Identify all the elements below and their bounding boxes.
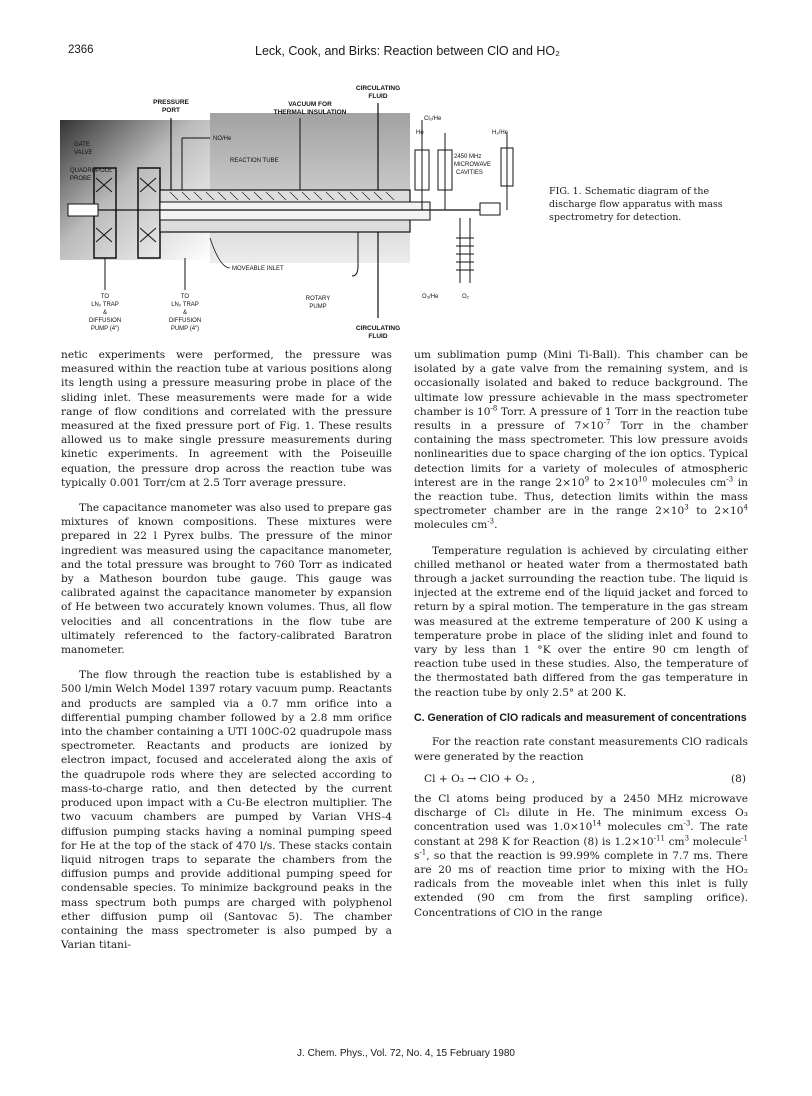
label-gate2: VALVE (74, 150, 93, 156)
apparatus-diagram (60, 78, 540, 348)
label-circ-bottom2: FLUID (368, 333, 388, 340)
label-to-1: TO (100, 294, 110, 300)
label-cl2-he: Cl₂/He (424, 116, 442, 122)
paragraph: Temperature regulation is achieved by circulating either chilled methanol or heated water from a thermostated bath through a jacket surrounding the reaction tube. The liquid is injected at the extreme end of the liquid jacket and forced to return by a spiral motion. The temperature in the gas stream was measured at the extreme temperature of 200 K using a temperature probe in place of the sliding inlet and found to vary by less than 1 °K over the entire 90 cm length of reaction tube used in these studies. Also, the temperature of the thermostated bath differed from the gas temperature in the reaction tube by only 2.5° at 200 K. (414, 544, 748, 699)
label-microwave2: MICROWAVE (454, 162, 491, 168)
label-circ-bottom: CIRCULATING (355, 325, 401, 332)
page-number: 2366 (68, 44, 94, 56)
label-quadrupole2: PROBE (70, 176, 92, 182)
paragraph: the Cl atoms being produced by a 2450 MHz microwave discharge of Cl₂ dilute in He. The minimum excess O₃ concentration used was $1.0\times 10^{14}$ molecules $cm^{-3}$. The rate constant at 298 K for Reaction (8) is $1.2\times 10^{-11}$ $cm^3$ molecule$^{-1}$ $s^{-1}$, so that the reaction is 99.99% complete in 7.7 ms. There are 20 ms of reaction time prior to mixing with the HO₂ radicals from the moveable inlet when this inlet is fully extended (90 cm from the first sampling orifice). Concentrations of ClO in the range (414, 792, 748, 919)
label-reaction-tube: REACTION TUBE (230, 158, 279, 164)
equation-8 (424, 772, 748, 786)
label-rotary: ROTARY (305, 296, 331, 302)
label-circulating-fluid-top: CIRCULATING (355, 85, 401, 92)
label-quadrupole: QUADRUPOLE (70, 168, 113, 174)
label-no-he: NO/He (213, 136, 232, 142)
label-amp-2: & (182, 310, 188, 316)
paragraph: The flow through the reaction tube is established by a 500 l/min Welch Model 1397 rotary vacuum pump. Reactants and products are sampled via a 0.7 mm orifice into a differential pumping chamber followed by a 2.8 mm orifice into the chamber containing a UTI 100C-02 quadrupole mass spectrometer. Reactants and products are ionized by electron impact, focused and accelerated along the axis of the quadrupole rods where they are selected according to mass-to-charge ratio, and then detected by the current produced upon impact with a Cu-Be electron multiplier. The two vacuum chambers are pumped by Varian VHS-4 diffusion pumping stacks having a nominal pumping speed for He at the top of the stack of 470 l/s. These stacks contain liquid nitrogen traps to separate the chambers from the diffusion pumps and provide additional pumping speed for condensable species. To minimize background peaks in the mass spectrum both pumps are charged with polyphenol ether diffusion pump oil (Santovac 5). The chamber containing the mass spectrometer is also pumped by a Varian titani- (61, 669, 392, 952)
label-diffusion-2: DIFFUSION (168, 318, 202, 324)
label-vacuum: VACUUM FOR (288, 101, 332, 108)
page-header (68, 44, 748, 66)
label-he: He (416, 130, 424, 136)
label-to-2: TO (180, 294, 190, 300)
label-microwave: 2450 MHz (454, 154, 482, 160)
paragraph: netic experiments were performed, the pressure was measured within the reaction tube at various positions along its length using a pressure measuring probe in place of the sliding inlet. These measurements were made for a wide range of flow conditions and correlated with the pressure measured at the fixed pressure port of Fig. 1. These results allowed us to make single pressure measurements during kinetic experiments. In agreement with the Poiseuille equation, the pressure drop across the reaction tube was typically 0.001 Torr/cm at 2.5 Torr average pressure. (61, 349, 392, 489)
label-pressure-port: PRESSURE (153, 99, 189, 106)
label-o3-he: O₃/He (422, 294, 439, 300)
label-pump-2: PUMP (4") (170, 326, 200, 332)
label-vacuum2: THERMAL INSULATION (273, 109, 347, 116)
page-footer: J. Chem. Phys., Vol. 72, No. 4, 15 February 1980 (297, 1048, 515, 1059)
equation-number: (8) (730, 772, 746, 785)
label-pump-1: PUMP (4") (90, 326, 120, 332)
running-head: Leck, Cook, and Birks: Reaction between ClO and HO₂ (255, 44, 560, 58)
label-pressure-port2: PORT (161, 107, 181, 114)
paragraph: um sublimation pump (Mini Ti-Ball). This chamber can be isolated by a gate valve from the remaining system, and is occasionally isolated and baked to reduce background. The ultimate low pressure achievable in the mass spectrometer chamber is $10^{-8}$ Torr. A pressure of 1 Torr in the reaction tube results in a pressure of $7\times 10^{-7}$ Torr in the chamber containing the mass spectrometer. This low pressure avoids nonlinearities due to space charging of the ion optics. Typical detection limits for a variety of molecules of atmospheric interest are in the range $2\times 10^9$ to $2\times 10^{10}$ molecules $cm^{-3}$ in the reaction tube. Thus, detection limits within the mass spectrometer chamber are in the range $2\times 10^3$ to $2\times 10^4$ molecules $cm^{-3}$. (414, 349, 748, 532)
section-heading: C. Generation of ClO radicals and measurement of concentrations (414, 711, 747, 724)
reaction-tube-inner (160, 202, 430, 220)
paragraph: The capacitance manometer was also used to prepare gas mixtures of known compositions. These mixtures were prepared in 22 l Pyrex bulbs. The pressure of the minor ingredient was measured using the capacitance manometer, and the total pressure was brought to 760 Torr as indicated by a Matheson bourdon tube gauge. This gauge was calibrated against the capacitance manometer by expansion of He between two accurately known volumes. Thus, all flow velocities and all concentrations in the flow tube are ultimately referenced to the factory-calibrated Baratron manometer. (61, 502, 392, 657)
inlet-junction (480, 203, 500, 215)
label-ln2-1: LN₂ TRAP (91, 302, 119, 308)
equation-text: Cl + O₃ → ClO + O₂ , (424, 772, 536, 785)
apparatus-schematic-figure (60, 78, 540, 348)
right-column (414, 348, 748, 920)
label-circulating-fluid-top2: FLUID (368, 93, 388, 100)
label-gate: GATE (74, 142, 90, 148)
label-rotary2: PUMP (309, 304, 327, 310)
label-o2: O₂ (462, 294, 469, 300)
label-amp-1: & (102, 310, 108, 316)
paragraph: For the reaction rate constant measurements ClO radicals were generated by the reaction (414, 736, 748, 763)
quadrupole-probe (68, 204, 98, 216)
label-ln2-2: LN₂ TRAP (171, 302, 199, 308)
left-column (61, 348, 392, 952)
label-moveable-inlet: MOVEABLE INLET (232, 266, 284, 272)
label-h2-he: H₂/He (492, 130, 508, 136)
label-microwave3: CAVITIES (456, 170, 483, 176)
bellows (456, 238, 474, 270)
shaded-region-right (210, 113, 410, 263)
figure-caption: FIG. 1. Schematic diagram of the discharge flow apparatus with mass spectrometry for detection. (549, 186, 723, 223)
label-diffusion-1: DIFFUSION (88, 318, 122, 324)
